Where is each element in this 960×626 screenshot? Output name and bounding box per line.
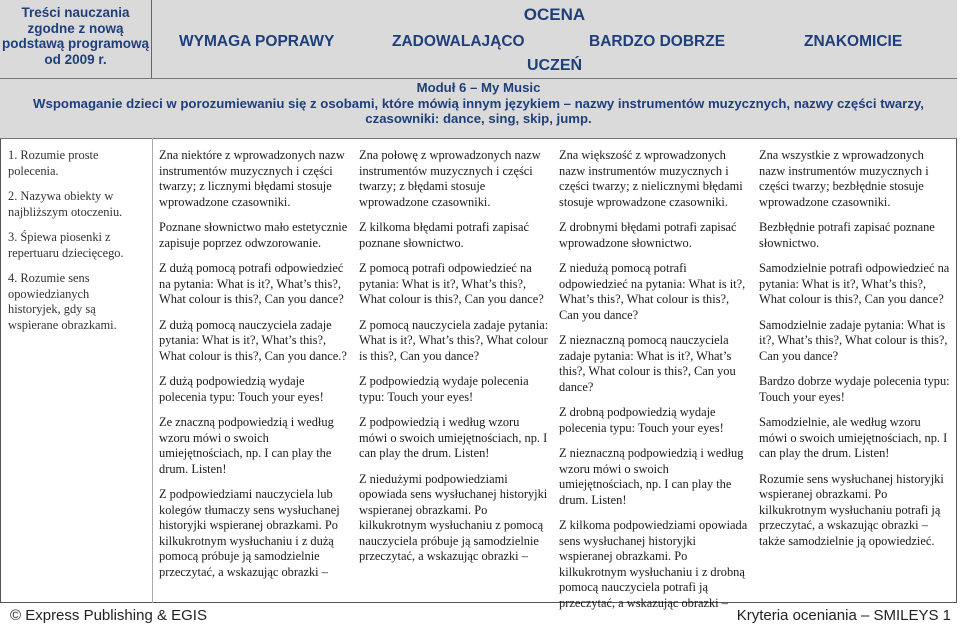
page-footer	[0, 604, 957, 626]
criterion-text: Z nieznaczną podpowiedzią i według wzoru mówi o swoich umiejętnościach, np. I can play the drum. Listen!	[559, 446, 744, 507]
criterion-text: Z kilkoma błędami potrafi zapisać poznane słownictwo.	[359, 220, 529, 250]
content-header: Treści nauczania zgodne z nową podstawą programową od 2009 r.	[0, 0, 152, 78]
criterion-text: Z pomocą potrafi odpowiedzieć na pytania: What is it?, What’s this?, What colour is this?, Can you dance?	[359, 261, 544, 306]
table-header	[0, 0, 957, 138]
column-needs-improvement	[159, 148, 349, 590]
criterion-text: Zna połowę z wprowadzonych nazw instrumentów muzycznych i części twarzy; z błędami stosuje wprowadzone czasowniki.	[359, 148, 541, 209]
criterion-text: Z dużą podpowiedzią wydaje polecenia typu: Touch your eyes!	[159, 374, 324, 404]
criterion-text: Z nieznaczną pomocą nauczyciela zadaje pytania: What is it?, What’s this?, What colour is this?, Can you dance?	[559, 333, 736, 394]
criterion-text: Samodzielnie zadaje pytania: What is it?, What’s this?, What colour is this?, Can you dance?	[759, 317, 948, 363]
criterion-text: Zna wszystkie z wprowadzonych nazw instrumentów muzycznych i części twarzy; bezbłędnie stosuje wprowadzone czasowniki.	[759, 148, 929, 209]
column-excellent	[759, 148, 951, 559]
column-divider	[152, 138, 153, 603]
level-needs-improvement: WYMAGA POPRAWY	[179, 33, 335, 50]
criterion-text: Z niedużymi podpowiedziami opowiada sens wysłuchanej historyjki wspieranej obrazkami. Po kilkukrotnym wysłuchaniu z pomocą nauczyciela próbuje ją samodzielnie przeczytać, a wskazując obrazki –	[359, 471, 548, 563]
criterion-text: Z podpowiedzią wydaje polecenia typu: Touch your eyes!	[359, 374, 529, 404]
copyright-text: © Express Publishing & EGIS	[10, 607, 207, 624]
ocena-title: OCENA	[523, 5, 586, 24]
body-divider	[0, 138, 957, 139]
content-item: 3. Śpiewa piosenki z repertuaru dziecięcego.	[8, 230, 124, 260]
criterion-text: Samodzielnie potrafi odpowiedzieć na pytania: What is it?, What’s this?, What colour is this?, Can you dance?	[759, 261, 950, 306]
criterion-text: Bezbłędnie potrafi zapisać poznane słownictwo.	[759, 220, 935, 250]
content-item: 4. Rozumie sens opowiedzianych historyjek, gdy są wspierane obrazkami.	[8, 271, 117, 332]
column-very-good	[559, 148, 749, 621]
level-satisfactory: ZADOWALAJĄCO	[392, 33, 525, 50]
criterion-text: Z drobnymi błędami potrafi zapisać wprowadzone słownictwo.	[559, 220, 737, 250]
criterion-text: Z drobną podpowiedzią wydaje polecenia typu: Touch your eyes!	[559, 405, 724, 435]
criterion-text: Z kilkoma podpowiedziami opowiada sens wysłuchanej historyjki wspieranej obrazkami. Po kilkukrotnym wysłuchaniu i z drobną pomocą nauczyciela potrafi ją przeczytać, a wskazując obrazki –	[559, 518, 748, 610]
criterion-text: Z pomocą nauczyciela zadaje pytania: What is it?, What’s this?, What colour is this?, Can you dance?	[359, 317, 549, 363]
header-divider	[0, 78, 957, 79]
criterion-text: Rozumie sens wysłuchanej historyjki wspieranej obrazkami. Po kilkukrotnym wysłuchaniu potrafi ją przeczytać, a wskazując obrazki – także samodzielnie ją opowiedzieć.	[759, 471, 944, 548]
module-header	[0, 78, 957, 138]
module-description: Wspomaganie dzieci w porozumiewaniu się z osobami, które mówią innym językiem – nazwy instrumentów muzycznych, nazwy części twarzy, czasowniki: dance, sing, skip, jump.	[33, 95, 924, 126]
criterion-text: Bardzo dobrze wydaje polecenia typu: Touch your eyes!	[759, 374, 950, 404]
criterion-text: Z podpowiedzią i według wzoru mówi o swoich umiejętnościach, np. I can play the drum. Listen!	[359, 415, 548, 460]
content-list	[8, 148, 143, 343]
column-satisfactory	[359, 148, 549, 575]
module-title: Moduł 6 – My Music	[416, 80, 541, 95]
criterion-text: Ze znaczną podpowiedzią i według wzoru mówi o swoich umiejętnościach, np. I can play the drum. Listen!	[159, 415, 334, 476]
criterion-text: Samodzielnie, ale według wzoru mówi o swoich umiejętnościach, np. I can play the drum. Listen!	[759, 415, 948, 460]
criterion-text: Z dużą pomocą potrafi odpowiedzieć na pytania: What is it?, What’s this?, What colour is this?, Can you dance?	[159, 261, 344, 306]
uczen-label: UCZEŃ	[526, 57, 583, 74]
level-very-good: BARDZO DOBRZE	[589, 33, 726, 50]
criterion-text: Z podpowiedziami nauczyciela lub kolegów tłumaczy sens wysłuchanej historyjki wspieranej obrazkami. Po kilkukrotnym wysłuchaniu i z dużą pomocą próbuje ją samodzielnie przeczytać, a wskazując obrazki –	[159, 487, 340, 579]
criterion-text: Zna większość z wprowadzonych nazw instrumentów muzycznych i części twarzy; z nielicznymi błędami stosuje wprowadzone czasowniki.	[559, 148, 743, 209]
criterion-text: Z niedużą pomocą potrafi odpowiedzieć na pytania: What is it?, What’s this?, What colour is this?, Can you dance?	[559, 261, 746, 322]
criterion-text: Poznane słownictwo mało estetycznie zapisuje poprzez odwzorowanie.	[159, 220, 348, 250]
content-item: 1. Rozumie proste polecenia.	[8, 148, 99, 178]
grade-levels	[152, 30, 957, 54]
document-title: Kryteria oceniania – SMILEYS 1	[736, 607, 951, 624]
criterion-text: Zna niektóre z wprowadzonych nazw instrumentów muzycznych i części twarzy; z licznymi błędami stosuje wprowadzone czasowniki.	[159, 148, 345, 209]
content-item: 2. Nazywa obiekty w najbliższym otoczeniu.	[8, 189, 123, 219]
level-excellent: ZNAKOMICIE	[804, 33, 903, 50]
criterion-text: Z dużą pomocą nauczyciela zadaje pytania: What is it?, What’s this?, What colour is this?, Can you dance.?	[159, 317, 347, 363]
